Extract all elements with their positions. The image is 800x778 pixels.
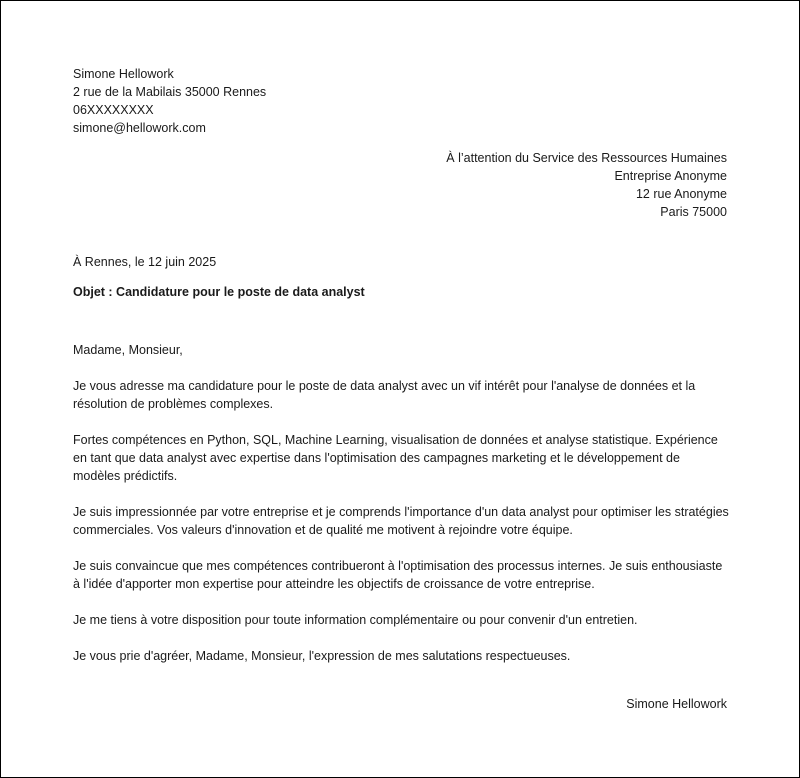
letter-body — [73, 341, 729, 683]
salutation: Madame, Monsieur, — [73, 343, 183, 357]
paragraph-intro: Je vous adresse ma candidature pour le poste de data analyst avec un vif intérêt pour l'analyse de données et la résolution de problèmes complexes. — [73, 379, 696, 411]
date-line: À Rennes, le 12 juin 2025 — [73, 255, 217, 269]
sender-block — [73, 65, 473, 137]
sender-email: simone@hellowork.com — [73, 121, 206, 135]
recipient-block — [327, 149, 727, 221]
paragraph-closing: Je vous prie d'agréer, Madame, Monsieur, l'expression de mes salutations respectueuses. — [73, 649, 571, 663]
recipient-attention: À l’attention du Service des Ressources Humaines — [446, 151, 727, 165]
recipient-city: Paris 75000 — [660, 205, 727, 219]
sender-address: 2 rue de la Mabilais 35000 Rennes — [73, 85, 267, 99]
paragraph-contribution: Je suis convaincue que mes compétences contribueront à l'optimisation des processus internes. Je suis enthousiaste à l'idée d'apporter mon expertise pour atteindre les objectifs de croissance de votre entreprise. — [73, 559, 723, 591]
sender-name: Simone Hellowork — [73, 67, 174, 81]
recipient-company: Entreprise Anonyme — [614, 169, 727, 183]
subject-line: Objet : Candidature pour le poste de data analyst — [73, 285, 365, 299]
signature: Simone Hellowork — [626, 697, 727, 711]
paragraph-company: Je suis impressionnée par votre entreprise et je comprends l'importance d'un data analyst pour optimiser les stratégies commerciales. Vos valeurs d'innovation et de qualité me motivent à rejoindre votre équipe. — [73, 505, 729, 537]
paragraph-availability: Je me tiens à votre disposition pour toute information complémentaire ou pour convenir d'un entretien. — [73, 613, 638, 627]
paragraph-skills: Fortes compétences en Python, SQL, Machine Learning, visualisation de données et analyse statistique. Expérience en tant que data analyst avec expertise dans l'optimisation des campagnes marketing et le développement de modèles prédictifs. — [73, 433, 718, 483]
recipient-street: 12 rue Anonyme — [635, 187, 727, 201]
sender-phone: 06XXXXXXXX — [73, 103, 154, 117]
